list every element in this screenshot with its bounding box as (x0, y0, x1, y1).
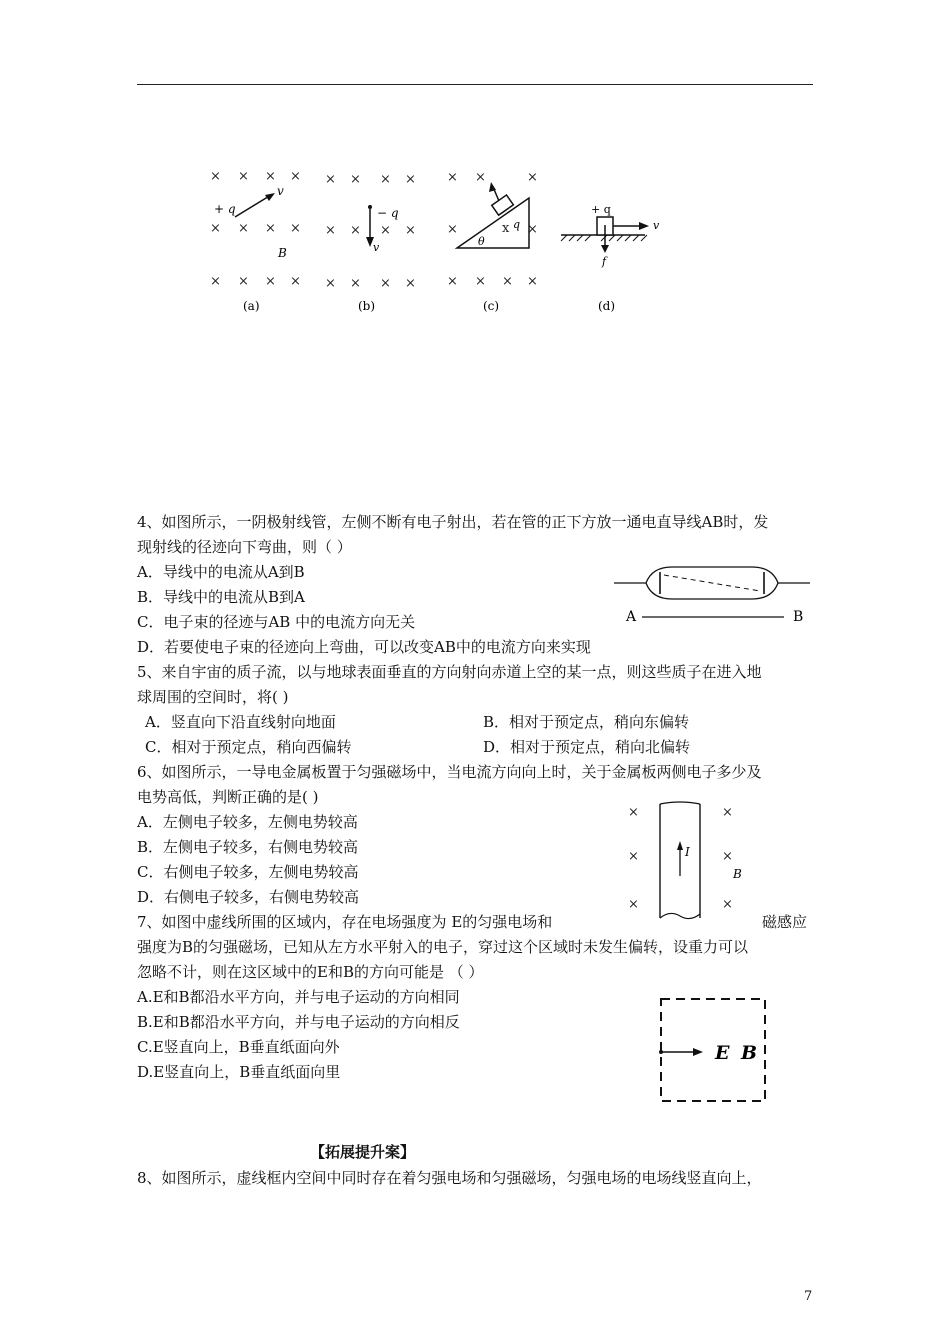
charge-d-label: + q (591, 203, 611, 216)
svg-text:×: × (290, 169, 301, 184)
svg-text:×: × (405, 172, 416, 187)
svg-text:×: × (628, 897, 639, 912)
svg-text:×: × (628, 805, 639, 820)
svg-text:×: × (722, 849, 733, 864)
svg-text:×: × (405, 276, 416, 291)
current-label: I (685, 845, 690, 859)
svg-text:×: × (527, 170, 538, 185)
svg-text:×: × (527, 274, 538, 289)
q7-stem-line1: 7、如图中虚线所围的区域内，存在电场强度为 E的匀强电场和 (137, 913, 553, 931)
svg-text:×: × (265, 169, 276, 184)
q4-option-c: C．电子束的径迹与AB 中的电流方向无关 (137, 613, 416, 631)
q7-option-b: B.E和B都沿水平方向，并与电子运动的方向相反 (137, 1013, 460, 1031)
svg-text:×: × (447, 170, 458, 185)
svg-text:×: × (447, 222, 458, 237)
figure-label-d: (d) (598, 299, 616, 313)
svg-text:×: × (722, 805, 733, 820)
q4-option-b: B．导线中的电流从B到A (137, 588, 305, 606)
q7-stem-line2: 强度为B的匀强磁场，已知从左方水平射入的电子，穿过这个区域时未发生偏转，设重力可以 (137, 938, 749, 956)
q5-option-d: D．相对于预定点，稍向北偏转 (483, 738, 691, 756)
q6-option-d: D．右侧电子较多，右侧电势较高 (137, 888, 360, 906)
q5-stem-line1: 5、来自宇宙的质子流，以与地球表面垂直的方向射向赤道上空的某一点，则这些质子在进入地 (137, 663, 762, 681)
charge-b-label: − q (377, 206, 399, 220)
velocity-d-label: v (653, 219, 660, 232)
svg-text:×: × (350, 223, 361, 238)
svg-text:×: × (475, 274, 486, 289)
svg-text:×: × (405, 223, 416, 238)
svg-text:×: × (380, 276, 391, 291)
q5-option-b: B．相对于预定点，稍向东偏转 (483, 713, 690, 731)
figure-charges-in-field (195, 165, 675, 320)
q5-option-c: C．相对于预定点，稍向西偏转 (145, 738, 352, 756)
velocity-b-label: v (373, 241, 380, 254)
svg-text:×: × (210, 221, 221, 236)
svg-text:×: × (527, 222, 538, 237)
svg-text:×: × (380, 172, 391, 187)
svg-text:×: × (447, 274, 458, 289)
cathode-ray-tube-figure (612, 565, 812, 627)
q5-option-a: A．竖直向下沿直线射向地面 (145, 713, 336, 731)
velocity-a-label: v (277, 184, 284, 198)
q6-option-b: B．左侧电子较多，右侧电势较高 (137, 838, 359, 856)
q6-option-a: A．左侧电子较多，左侧电势较高 (137, 813, 358, 831)
q6-option-c: C．右侧电子较多，左侧电势较高 (137, 863, 359, 881)
q4-option-a: A．导线中的电流从A到B (137, 563, 305, 581)
svg-text:×: × (475, 170, 486, 185)
q6-stem-line2: 电势高低，判断正确的是( ) (137, 788, 319, 806)
svg-text:×: × (265, 221, 276, 236)
figure-label-a: (a) (243, 299, 260, 313)
q5-stem-line2: 球周围的空间时，将( ) (137, 688, 289, 706)
q7-stem-line1-tail: 磁感应 (762, 913, 808, 931)
svg-text:×: × (238, 221, 249, 236)
svg-text:×: × (628, 849, 639, 864)
svg-text:×: × (350, 276, 361, 291)
q4-stem-line1: 4、如图所示，一阴极射线管，左侧不断有电子射出，若在管的正下方放一通电直导线AB时，发 (137, 513, 769, 531)
svg-text:×: × (238, 274, 249, 289)
svg-text:×: × (380, 223, 391, 238)
svg-text:×: × (290, 221, 301, 236)
wire-end-b: B (793, 609, 804, 625)
charge-a-label: + q (214, 202, 236, 216)
svg-text:×: × (722, 897, 733, 912)
svg-text:×: × (325, 223, 336, 238)
svg-text:×: × (238, 169, 249, 184)
svg-text:×: × (325, 172, 336, 187)
section-title: 【拓展提升案】 (310, 1143, 416, 1161)
figure-label-b: (b) (358, 299, 376, 313)
metal-plate-figure (622, 800, 752, 922)
svg-text:×: × (265, 274, 276, 289)
svg-text:×: × (210, 274, 221, 289)
crossed-fields-figure (655, 995, 771, 1105)
q4-stem-line2: 现射线的径迹向下弯曲，则（ ） (137, 538, 352, 556)
q7-option-a: A.E和B都沿水平方向，并与电子运动的方向相同 (137, 988, 460, 1006)
b-field-label: B (741, 1042, 758, 1064)
q4-option-d: D．若要使电子束的径迹向上弯曲，可以改变AB中的电流方向来实现 (137, 638, 591, 656)
charge-c-label: q (513, 218, 521, 231)
q6-stem-line1: 6、如图所示，一导电金属板置于匀强磁场中，当电流方向向上时，关于金属板两侧电子多少及 (137, 763, 762, 781)
e-field-label: E (715, 1042, 730, 1064)
svg-text:x: x (502, 221, 510, 236)
q7-option-c: C.E竖直向上，B垂直纸面向外 (137, 1038, 340, 1056)
friction-d-label: f (602, 255, 607, 268)
field-label: B (733, 867, 742, 881)
wire-end-a: A (626, 609, 637, 625)
svg-text:×: × (210, 169, 221, 184)
figure-label-c: (c) (483, 299, 500, 313)
svg-text:×: × (350, 172, 361, 187)
q7-stem-line3: 忽略不计，则在这区域中的E和B的方向可能是 （ ） (137, 963, 484, 981)
q8-stem-line1: 8、如图所示，虚线框内空间中同时存在着匀强电场和匀强磁场，匀强电场的电场线竖直向上， (137, 1169, 762, 1187)
page-number: 7 (804, 1289, 813, 1304)
field-a-label: B (278, 246, 287, 260)
svg-text:×: × (290, 274, 301, 289)
q7-option-d: D.E竖直向上，B垂直纸面向里 (137, 1063, 341, 1081)
header-rule (137, 84, 813, 85)
svg-text:×: × (325, 276, 336, 291)
angle-c-label: θ (478, 235, 485, 248)
svg-text:×: × (502, 274, 513, 289)
